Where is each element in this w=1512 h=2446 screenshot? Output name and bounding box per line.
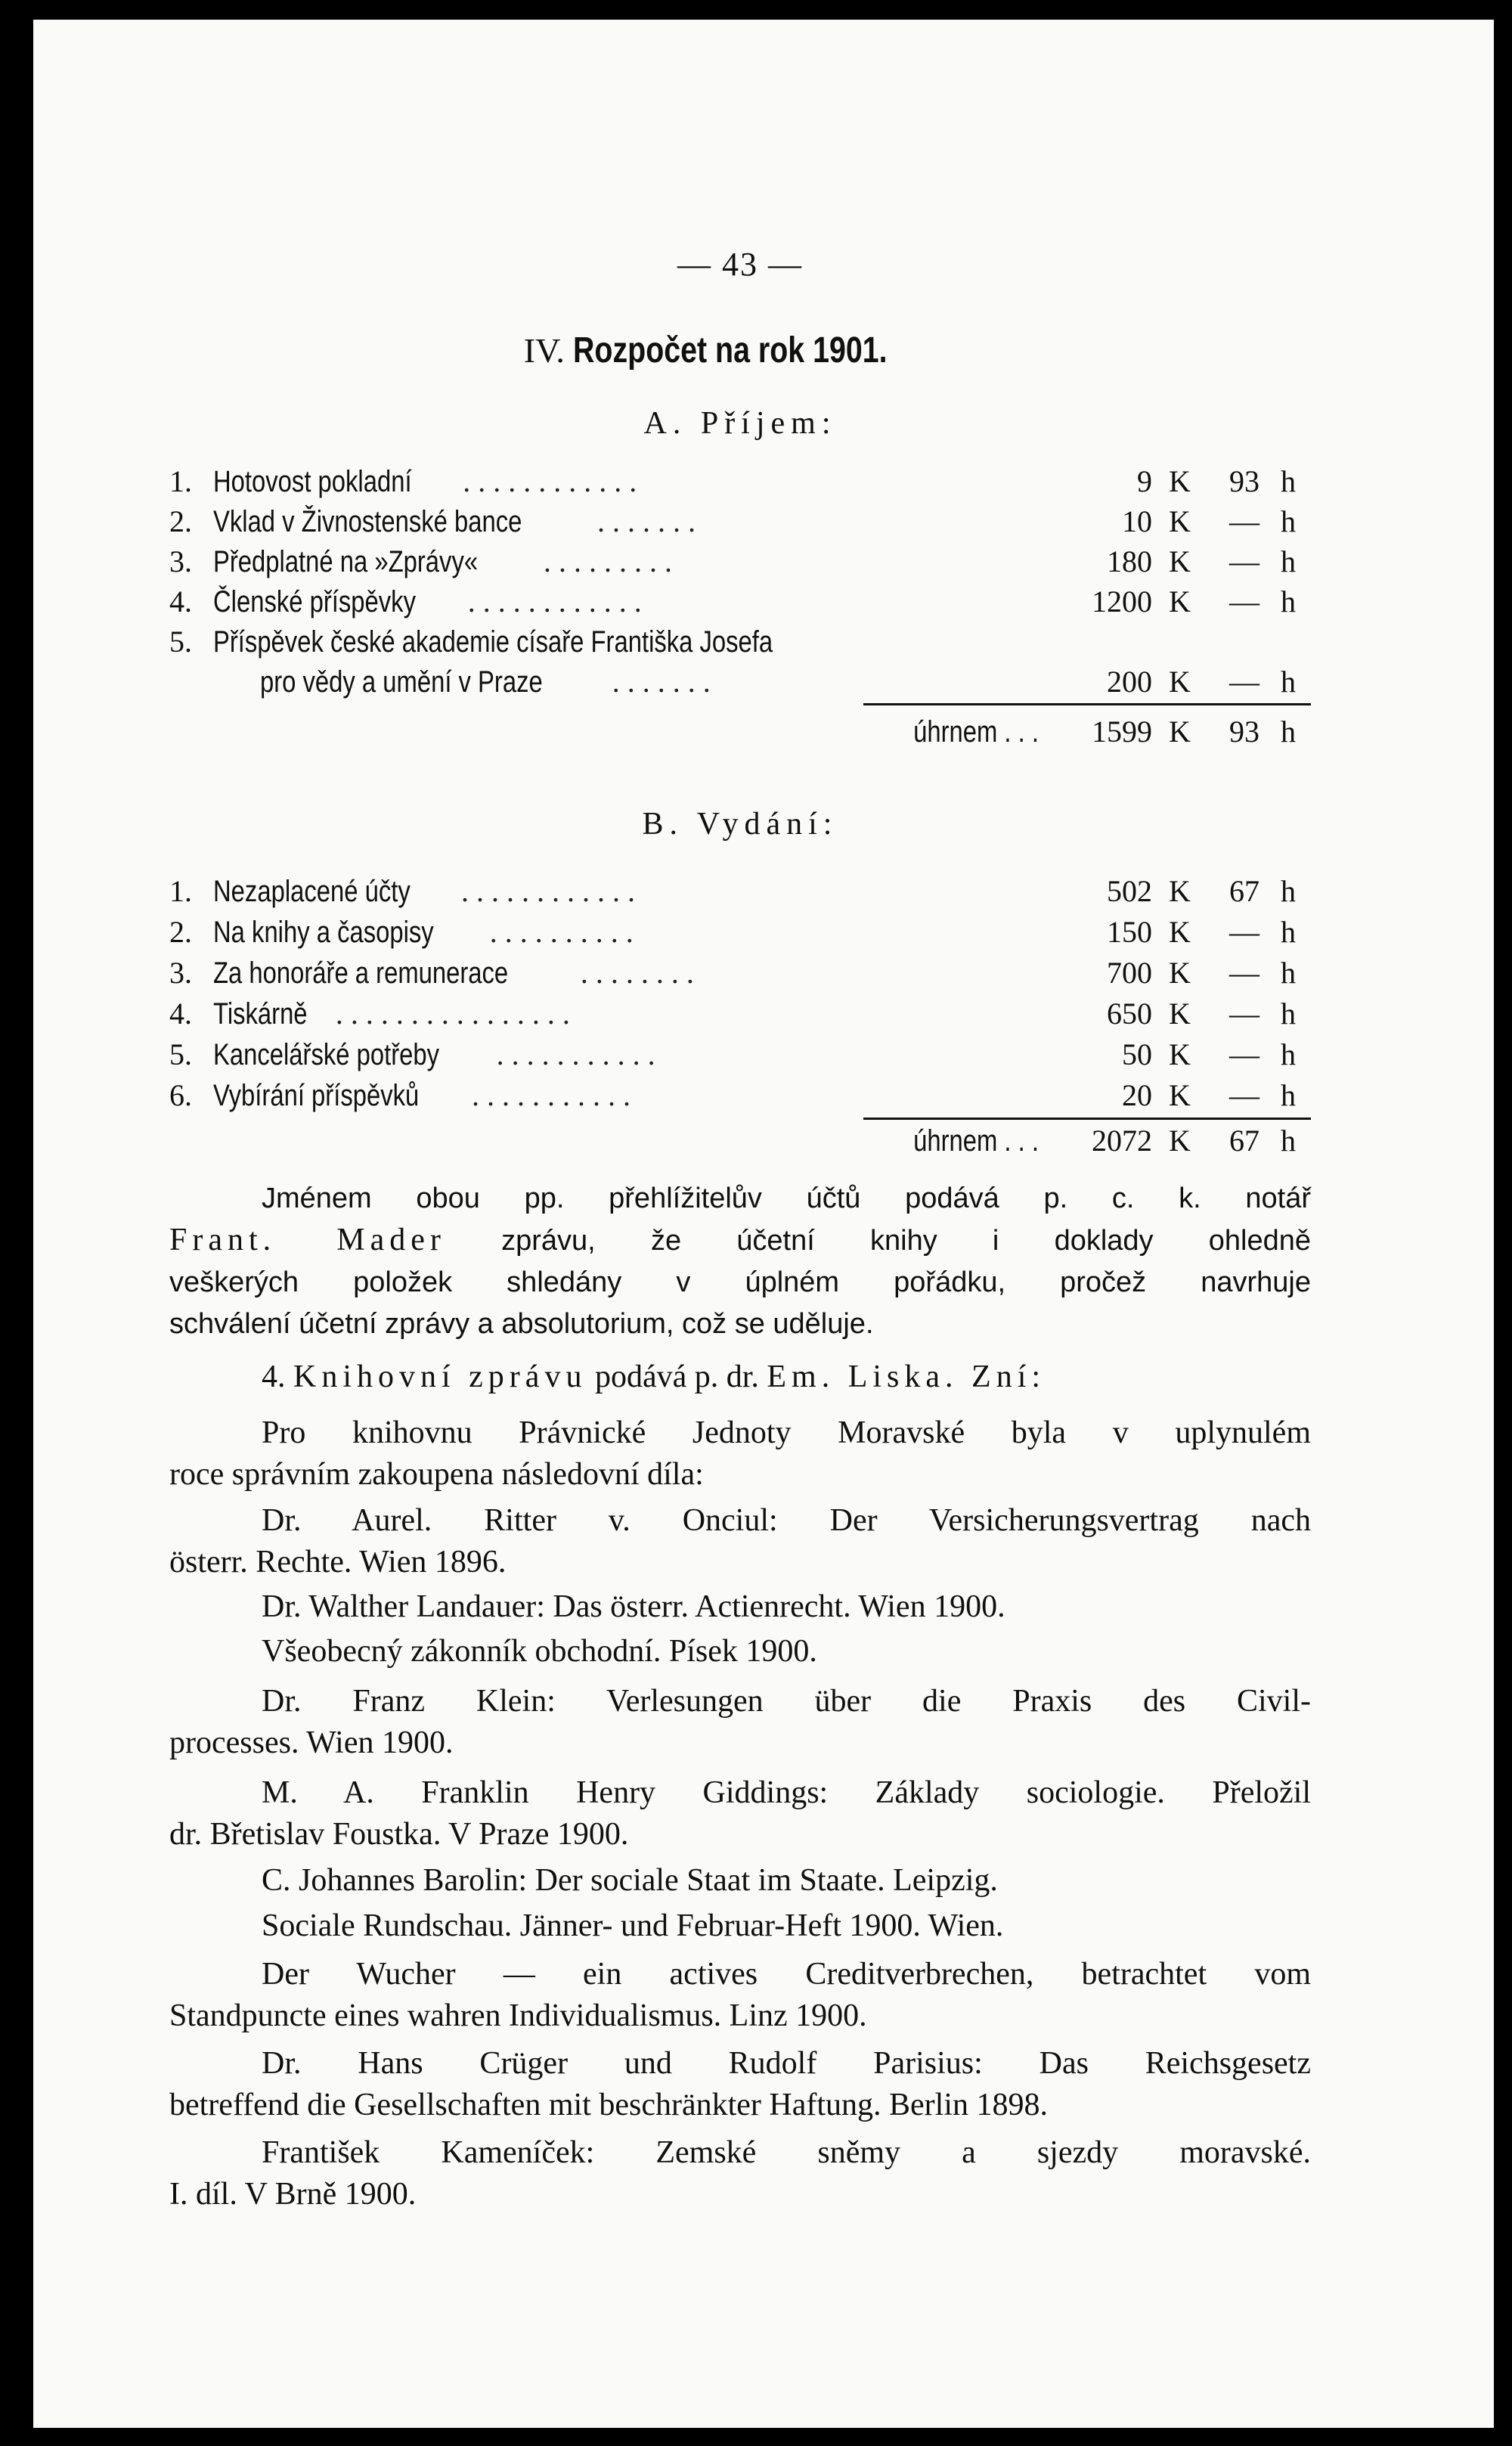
book-line: Der Wucher — ein actives Creditverbrechen, betrachtet vom xyxy=(262,1957,1311,1992)
leader-dots: ............ xyxy=(460,874,643,908)
row-label-wrap xyxy=(213,622,992,662)
book-line: betreffend die Gesellschaften mit beschränkter Haftung. Berlin 1898. xyxy=(169,2088,1048,2122)
book-entry xyxy=(169,1905,1311,1947)
book-line: Standpuncte eines wahren Individualismus. Linz 1900. xyxy=(169,1998,867,2033)
total-currency: K xyxy=(1169,715,1191,749)
income-row xyxy=(169,581,1311,622)
paragraph-line: schválení účetní zprávy a absolutorium, což se uděluje. xyxy=(169,1308,874,1340)
paper-sheet xyxy=(33,20,1494,2428)
row-amount: 150 xyxy=(1107,915,1152,949)
row-number: 3. xyxy=(169,956,192,990)
notary-name: Frant. Mader xyxy=(169,1223,446,1257)
row-label: Vybírání příspěvků xyxy=(213,1079,420,1112)
leader-dots: ............ xyxy=(467,584,649,618)
leader-dots: ....... xyxy=(597,504,704,538)
section-roman-numeral: IV. xyxy=(523,331,565,370)
row-hellers: — xyxy=(1229,1037,1259,1071)
row-heller-unit: h xyxy=(1281,874,1296,908)
row-currency: K xyxy=(1169,464,1191,498)
book-line: Sociale Rundschau. Jänner- und Februar-Heft 1900. Wien. xyxy=(262,1908,1004,1943)
book-line: processes. Wien 1900. xyxy=(169,1725,454,1760)
book-line: Dr. Aurel. Ritter v. Onciul: Der Versicherungsvertrag nach xyxy=(262,1503,1311,1538)
row-label: pro vědy a umění v Praze xyxy=(260,665,543,699)
row-label: Nezaplacené účty xyxy=(213,875,411,908)
leader-dots: ....... xyxy=(612,665,718,699)
expense-row xyxy=(169,871,1311,912)
row-label: Členské příspěvky xyxy=(213,585,416,618)
row-currency: K xyxy=(1169,874,1191,908)
row-amount: 20 xyxy=(1122,1078,1152,1112)
row-label-wrap xyxy=(213,994,992,1034)
total-amount: 1599 xyxy=(1092,715,1152,749)
book-entry xyxy=(169,1860,1311,1902)
row-number: 4. xyxy=(169,584,192,618)
income-total-row xyxy=(169,711,1311,752)
paragraph-line: Pro knihovnu Právnické Jednoty Moravské byla v uplynulém xyxy=(262,1415,1311,1450)
total-hellers: 67 xyxy=(1229,1124,1259,1158)
row-number: 1. xyxy=(169,464,192,498)
income-row xyxy=(169,461,1311,502)
row-currency: K xyxy=(1169,665,1191,699)
leader-dots: ......... xyxy=(543,544,680,578)
paragraph-text: podává p. dr. xyxy=(587,1359,767,1394)
book-line: I. díl. V Brně 1900. xyxy=(169,2177,417,2212)
item-number: 4. xyxy=(262,1359,293,1394)
row-number: 3. xyxy=(169,544,192,578)
leader-dots: ............ xyxy=(463,464,645,498)
leader-dots: .......... xyxy=(489,915,641,949)
book-line: Dr. Hans Crüger und Rudolf Parisius: Das Reichsgesetz xyxy=(262,2046,1311,2081)
section-title-text: Rozpočet na rok 1901. xyxy=(573,330,888,370)
row-label: Příspěvek české akademie císaře Františka Josefa xyxy=(213,625,773,659)
total-heller-unit: h xyxy=(1281,1124,1296,1158)
expense-row xyxy=(169,994,1311,1034)
row-label: Kancelářské potřeby xyxy=(213,1038,440,1071)
row-currency: K xyxy=(1169,584,1191,618)
row-currency: K xyxy=(1169,997,1191,1031)
row-heller-unit: h xyxy=(1281,504,1296,538)
library-report-intro xyxy=(169,1356,1311,1398)
book-entry xyxy=(169,2043,1311,2126)
row-hellers: — xyxy=(1229,504,1259,538)
paragraph-line: Jménem obou pp. přehlížitelův účtů podává p. c. k. notář xyxy=(262,1183,1311,1214)
row-label-wrap xyxy=(213,953,992,994)
total-label: úhrnem . . . xyxy=(913,715,1039,749)
book-entry xyxy=(169,1954,1311,2037)
row-amount: 9 xyxy=(1137,464,1152,498)
paragraph-line: roce správním zakoupena následovní díla: xyxy=(169,1457,704,1492)
row-hellers: — xyxy=(1229,956,1259,990)
expenses-total-rule xyxy=(863,1118,1311,1120)
total-amount: 2072 xyxy=(1092,1124,1152,1158)
income-row xyxy=(169,622,1311,662)
row-amount: 700 xyxy=(1107,956,1152,990)
total-label: úhrnem . . . xyxy=(913,1124,1039,1158)
total-heller-unit: h xyxy=(1281,715,1296,749)
book-line: dr. Břetislav Foustka. V Praze 1900. xyxy=(169,1817,629,1852)
row-heller-unit: h xyxy=(1281,1037,1296,1071)
row-heller-unit: h xyxy=(1281,956,1296,990)
expense-row xyxy=(169,1075,1311,1116)
row-hellers: — xyxy=(1229,997,1259,1031)
row-label: Předplatné na »Zprávy« xyxy=(213,545,479,578)
leader-dots: ................ xyxy=(335,997,578,1031)
book-entry xyxy=(169,1772,1311,1855)
row-heller-unit: h xyxy=(1281,584,1296,618)
row-label: Za honoráře a remunerace xyxy=(213,956,509,990)
book-line: M. A. Franklin Henry Giddings: Základy sociologie. Přeložil xyxy=(262,1775,1311,1810)
book-entry xyxy=(169,1681,1311,1764)
income-row-continuation xyxy=(169,662,1311,702)
book-line: C. Johannes Barolin: Der sociale Staat im Staate. Leipzig. xyxy=(262,1863,998,1898)
income-row xyxy=(169,541,1311,582)
book-line: Dr. Walther Landauer: Das österr. Actienrecht. Wien 1900. xyxy=(262,1589,1005,1624)
row-hellers: — xyxy=(1229,544,1259,578)
row-label-wrap xyxy=(213,871,992,912)
expense-row xyxy=(169,953,1311,994)
income-heading: A. Příjem: xyxy=(643,406,837,441)
row-number: 5. xyxy=(169,1037,192,1071)
row-label: Vklad v Živnostenské bance xyxy=(213,505,522,538)
book-line: Dr. Franz Klein: Verlesungen über die Praxis des Civil- xyxy=(262,1684,1311,1719)
row-label-wrap xyxy=(213,912,992,953)
row-hellers: 67 xyxy=(1229,874,1259,908)
expenses-total-row xyxy=(169,1121,1311,1161)
row-hellers: — xyxy=(1229,665,1259,699)
row-hellers: 93 xyxy=(1229,464,1259,498)
row-hellers: — xyxy=(1229,1078,1259,1112)
row-heller-unit: h xyxy=(1281,915,1296,949)
row-number: 2. xyxy=(169,504,192,538)
row-amount: 650 xyxy=(1107,997,1152,1031)
book-line: Všeobecný zákonník obchodní. Písek 1900. xyxy=(262,1634,817,1669)
row-label-wrap xyxy=(213,541,992,582)
row-heller-unit: h xyxy=(1281,464,1296,498)
row-label-wrap xyxy=(213,501,992,542)
row-heller-unit: h xyxy=(1281,997,1296,1031)
row-currency: K xyxy=(1169,504,1191,538)
total-hellers: 93 xyxy=(1229,715,1259,749)
section-title xyxy=(169,330,1311,371)
row-label-wrap xyxy=(260,662,1039,702)
row-heller-unit: h xyxy=(1281,1078,1296,1112)
row-label: Hotovost pokladní xyxy=(213,465,412,498)
row-hellers: — xyxy=(1229,584,1259,618)
book-entry xyxy=(169,2132,1311,2215)
income-total-rule xyxy=(863,703,1311,705)
row-label-wrap xyxy=(213,1075,992,1116)
book-line: österr. Rechte. Wien 1896. xyxy=(169,1545,507,1580)
row-label-wrap xyxy=(213,461,992,502)
row-currency: K xyxy=(1169,1078,1191,1112)
row-amount: 200 xyxy=(1107,665,1152,699)
book-entry xyxy=(169,1631,1311,1673)
row-number: 2. xyxy=(169,915,192,949)
book-line: František Kameníček: Zemské sněmy a sjezdy moravské. xyxy=(262,2135,1311,2170)
paragraph-text: zprávu, že účetní knihy i doklady ohledně xyxy=(445,1225,1311,1257)
book-entry xyxy=(169,1500,1311,1583)
row-currency: K xyxy=(1169,544,1191,578)
row-label: Na knihy a časopisy xyxy=(213,916,434,949)
row-number: 1. xyxy=(169,874,192,908)
row-amount: 180 xyxy=(1107,544,1152,578)
paragraph-line xyxy=(169,1220,1311,1262)
row-hellers: — xyxy=(1229,915,1259,949)
row-currency: K xyxy=(1169,956,1191,990)
reporter-name: Em. Liska. xyxy=(767,1359,959,1394)
row-amount: 10 xyxy=(1122,504,1152,538)
row-heller-unit: h xyxy=(1281,665,1296,699)
audit-paragraph xyxy=(169,1178,1311,1345)
page-number: — 43 — xyxy=(677,246,803,283)
paragraph-line xyxy=(169,1356,1311,1398)
leader-dots: ........... xyxy=(472,1078,639,1112)
row-number: 4. xyxy=(169,997,192,1031)
row-currency: K xyxy=(1169,1037,1191,1071)
expenses-heading: B. Vydání: xyxy=(642,807,838,842)
row-heller-unit: h xyxy=(1281,544,1296,578)
row-number: 5. xyxy=(169,625,192,659)
expense-row xyxy=(169,912,1311,953)
row-label-wrap xyxy=(213,1034,992,1075)
row-currency: K xyxy=(1169,915,1191,949)
spaced-heading: Knihovní zprávu xyxy=(293,1359,587,1394)
income-row xyxy=(169,501,1311,542)
paragraph-line: veškerých položek shledány v úplném pořádku, pročež navrhuje xyxy=(169,1266,1311,1298)
row-label: Tiskárně xyxy=(213,997,308,1031)
leader-dots: ........ xyxy=(580,956,702,990)
row-amount: 502 xyxy=(1107,874,1152,908)
paragraph-text: Zní: xyxy=(958,1359,1046,1394)
row-number: 6. xyxy=(169,1078,192,1112)
library-report-text xyxy=(169,1412,1311,1496)
row-label-wrap xyxy=(213,581,992,622)
row-amount: 50 xyxy=(1122,1037,1152,1071)
leader-dots: ........... xyxy=(496,1037,663,1071)
expense-row xyxy=(169,1034,1311,1075)
row-amount: 1200 xyxy=(1092,584,1152,618)
book-entry xyxy=(169,1586,1311,1628)
total-currency: K xyxy=(1169,1124,1191,1158)
